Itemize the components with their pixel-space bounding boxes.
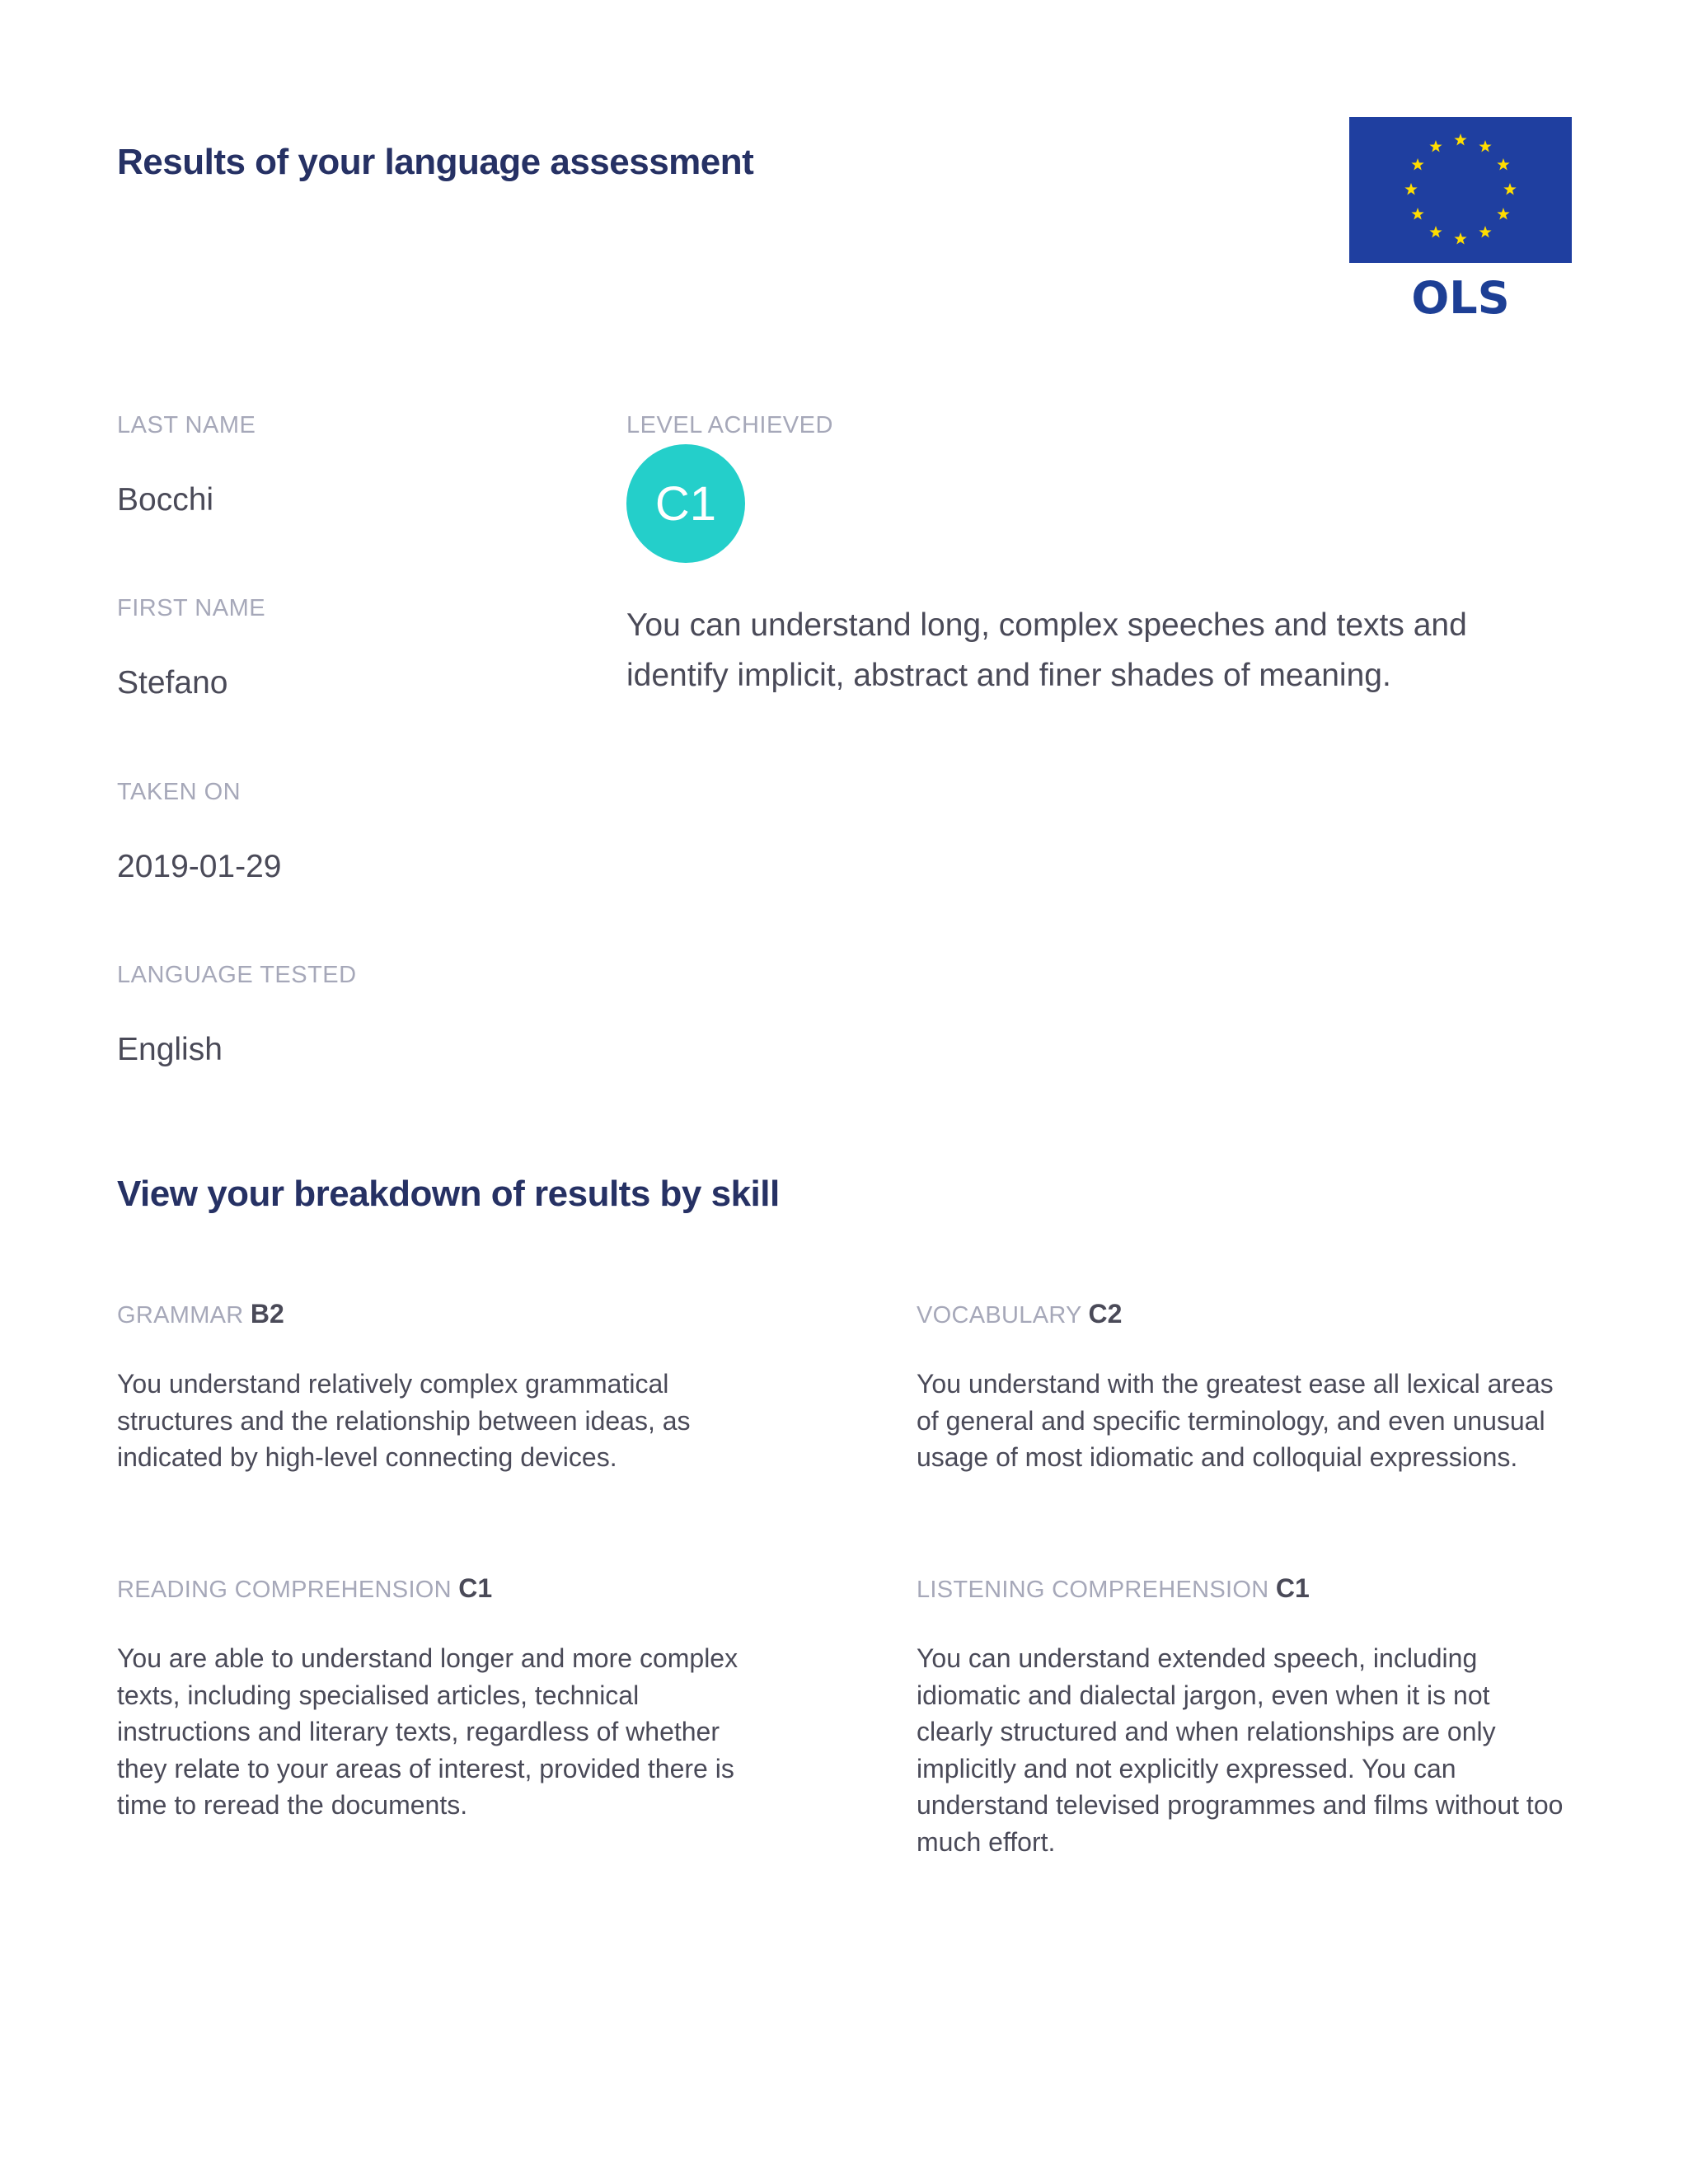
- taken-on-label: TAKEN ON: [117, 779, 241, 805]
- star-icon: [1497, 158, 1509, 170]
- first-name-value: Stefano: [117, 665, 228, 701]
- skill-level: C1: [458, 1573, 493, 1603]
- skill-name: GRAMMAR: [117, 1302, 244, 1329]
- level-description: You can understand long, complex speeches and texts and identify implicit, abstract and finer shades of meaning.: [626, 607, 1467, 693]
- eu-flag-logo: [1349, 117, 1572, 263]
- skill-level: C2: [1088, 1299, 1123, 1329]
- star-icon: [1429, 140, 1442, 152]
- skill-name: READING COMPREHENSION: [117, 1577, 452, 1603]
- star-icon: [1497, 208, 1509, 219]
- language-tested-label: LANGUAGE TESTED: [117, 962, 357, 988]
- skill-name: LISTENING COMPREHENSION: [917, 1577, 1269, 1603]
- taken-on-value: 2019-01-29: [117, 849, 282, 884]
- level-badge-text: C1: [654, 476, 717, 531]
- star-icon: [1479, 140, 1491, 152]
- star-icon: [1503, 183, 1516, 194]
- ols-logo-text: OLS: [1411, 272, 1510, 324]
- skill-reading-comprehension: [117, 1573, 768, 1824]
- breakdown-title: View your breakdown of results by skill: [117, 1174, 780, 1214]
- star-icon: [1454, 232, 1466, 244]
- level-achieved-label: LEVEL ACHIEVED: [626, 412, 833, 438]
- star-icon: [1411, 158, 1423, 170]
- skill-heading: [117, 1299, 768, 1329]
- skill-description: You understand with the greatest ease all lexical areas of general and specific terminology, and even unusual usage of most idiomatic and colloquial expressions.: [917, 1369, 1554, 1472]
- skill-listening-comprehension: [917, 1573, 1568, 1860]
- skill-level: C1: [1275, 1573, 1310, 1603]
- skill-description: You can understand extended speech, including idiomatic and dialectal jargon, even when it is not clearly structured and when relationships are only implicitly and not explicitly expressed. You can understand televised programmes and films without too much effort.: [917, 1643, 1564, 1857]
- last-name-label: LAST NAME: [117, 412, 256, 438]
- star-icon: [1404, 183, 1417, 194]
- skill-heading: [917, 1573, 1568, 1604]
- skill-heading: [917, 1299, 1568, 1329]
- star-icon: [1411, 208, 1423, 219]
- skill-description: You are able to understand longer and more complex texts, including specialised articles, technical instructions and literary texts, regardless of whether they relate to your areas of interest, provided there is time to reread the documents.: [117, 1643, 738, 1820]
- first-name-label: FIRST NAME: [117, 595, 266, 621]
- language-tested-value: English: [117, 1032, 223, 1067]
- star-icon: [1479, 226, 1491, 237]
- level-badge: [626, 444, 745, 563]
- star-icon: [1429, 226, 1442, 237]
- last-name-value: Bocchi: [117, 482, 214, 518]
- skill-vocabulary: [917, 1299, 1568, 1476]
- skill-grammar: [117, 1299, 768, 1476]
- eu-stars-icon: [1349, 117, 1572, 263]
- page-title: Results of your language assessment: [117, 142, 754, 182]
- skill-level: B2: [250, 1299, 284, 1329]
- skill-description: You understand relatively complex grammatical structures and the relationship between ideas, as indicated by high-level connecting devices.: [117, 1369, 691, 1472]
- star-icon: [1454, 134, 1466, 145]
- skill-name: VOCABULARY: [917, 1302, 1082, 1329]
- skill-heading: [117, 1573, 768, 1604]
